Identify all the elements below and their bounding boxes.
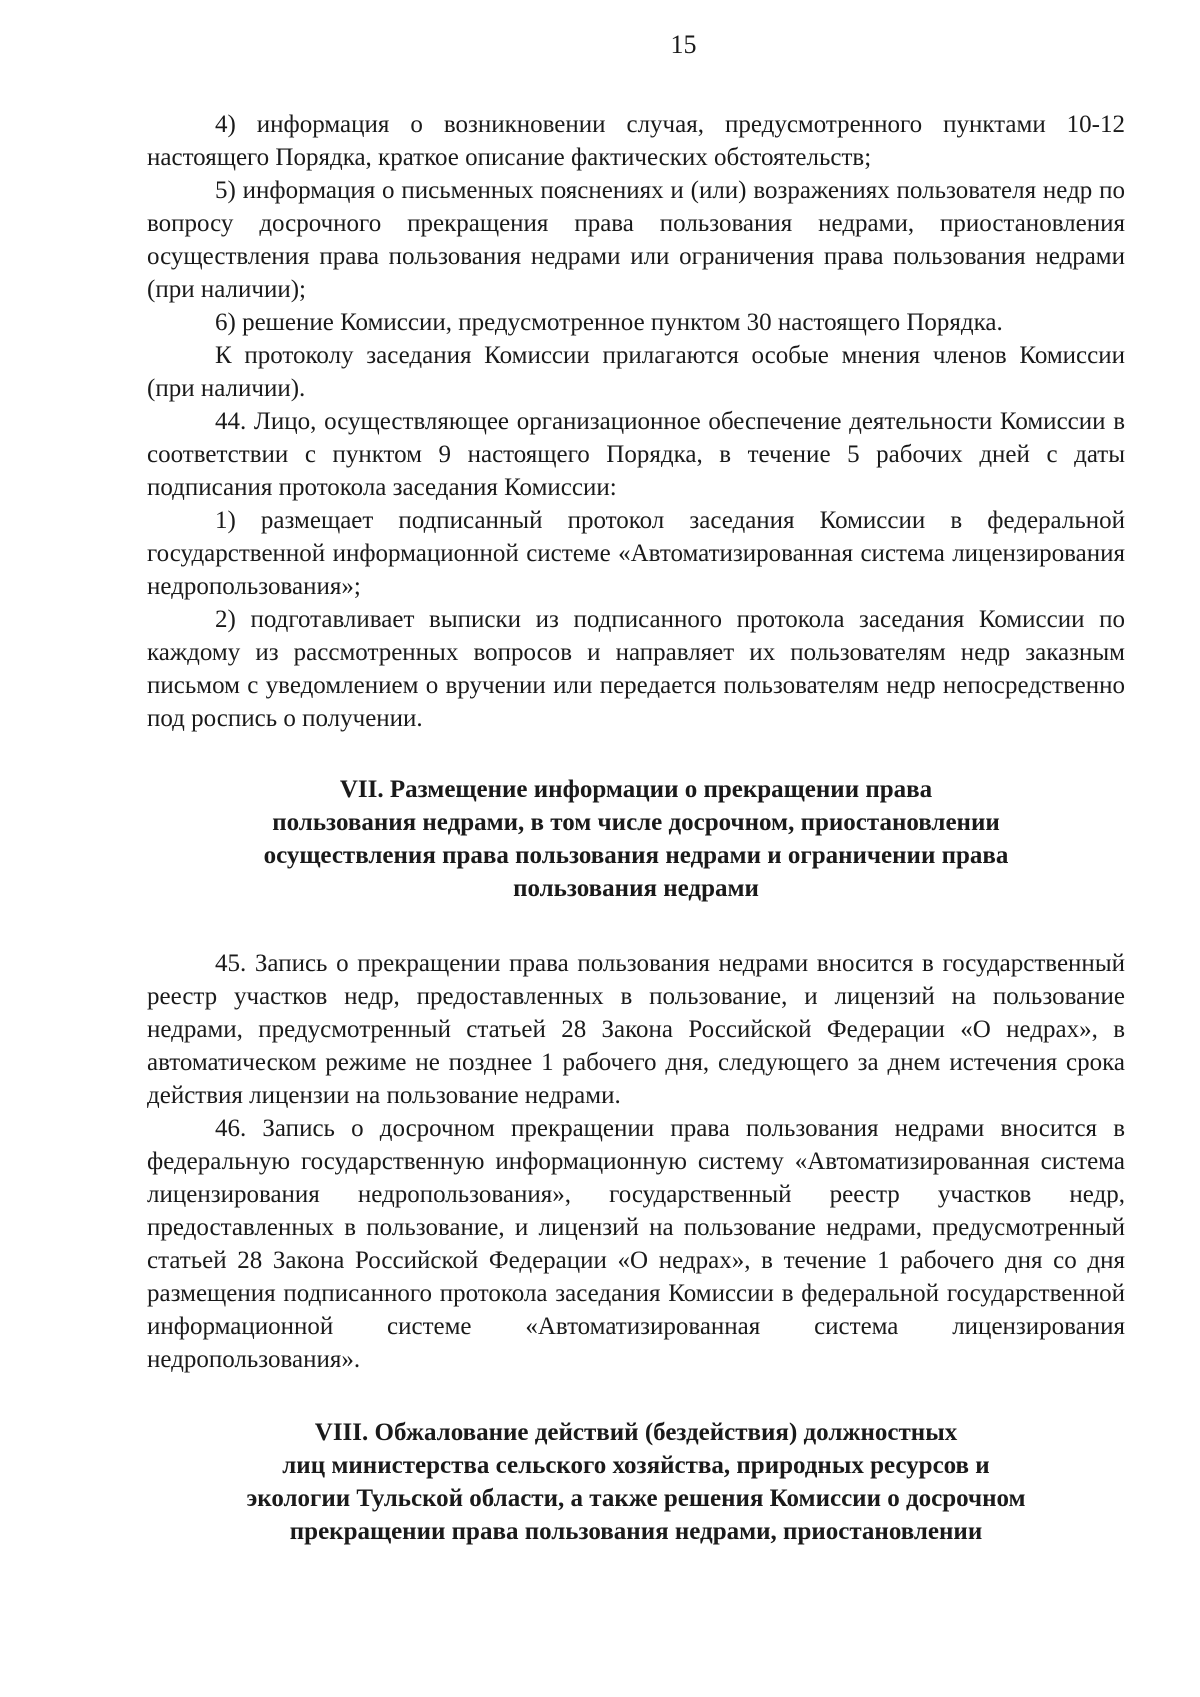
section-heading-vii [147, 773, 1125, 905]
list-item-6: 6) решение Комиссии, предусмотренное пунктом 30 настоящего Порядка. [215, 309, 1003, 336]
protocol-attachment-paragraph: К протоколу заседания Комиссии прилагаются особые мнения членов Комиссии (при наличии). [147, 342, 1125, 402]
clause-44: 44. Лицо, осуществляющее организационное обеспечение деятельности Комиссии в соответствии с пунктом 9 настоящего Порядка, в течение 5 рабочих дней с даты подписания протокола заседания Комиссии: [147, 408, 1125, 501]
heading-line: VIII. Обжалование действий (бездействия) должностных [314, 1419, 958, 1446]
list-item-4: 4) информация о возникновении случая, предусмотренного пунктами 10-12 настоящего Порядка, краткое описание фактических обстоятельств; [147, 111, 1125, 171]
heading-line: осуществления права пользования недрами и ограничении права [263, 842, 1009, 869]
heading-line: пользования недрами, в том числе досрочном, приостановлении [272, 809, 1000, 836]
heading-line: VII. Размещение информации о прекращении права [339, 776, 933, 803]
page-number: 15 [670, 30, 697, 59]
heading-line: прекращении права пользования недрами, приостановлении [289, 1518, 983, 1545]
list-item-5: 5) информация о письменных пояснениях и (или) возражениях пользователя недр по вопросу досрочного прекращения права пользования недрами, приостановления осуществления права пользования недрами или ограничения права пользования недрами (при наличии); [147, 177, 1125, 303]
heading-line: экологии Тульской области, а также решения Комиссии о досрочном [246, 1485, 1026, 1512]
clause-44-item-1: 1) размещает подписанный протокол заседания Комиссии в федеральной государственной информационной системе «Автоматизированная система лицензирования недропользования»; [147, 507, 1125, 600]
heading-line: лиц министерства сельского хозяйства, природных ресурсов и [282, 1452, 990, 1479]
clause-46: 46. Запись о досрочном прекращении права пользования недрами вносится в федеральную государственную информационную систему «Автоматизированная система лицензирования недропользования», государственный реестр участков недр, предоставленных в пользование, и лицензий на пользование недрами, предусмотренный статьей 28 Закона Российской Федерации «О недрах», в течение 1 рабочего дня со дня размещения подписанного протокола заседания Комиссии в федеральной государственной информационной системе «Автоматизированная система лицензирования недропользования». [147, 1115, 1125, 1373]
clause-45: 45. Запись о прекращении права пользования недрами вносится в государственный реестр участков недр, предоставленных в пользование, и лицензий на пользование недрами, предусмотренный статьей 28 Закона Российской Федерации «О недрах», в автоматическом режиме не позднее 1 рабочего дня, следующего за днем истечения срока действия лицензии на пользование недрами. [147, 950, 1125, 1109]
heading-line: пользования недрами [513, 875, 759, 902]
clause-44-item-2: 2) подготавливает выписки из подписанного протокола заседания Комиссии по каждому из рассмотренных вопросов и направляет их пользователям недр заказным письмом с уведомлением о вручении или передается пользователям недр непосредственно под роспись о получении. [147, 606, 1125, 732]
section-heading-viii [147, 1416, 1125, 1548]
